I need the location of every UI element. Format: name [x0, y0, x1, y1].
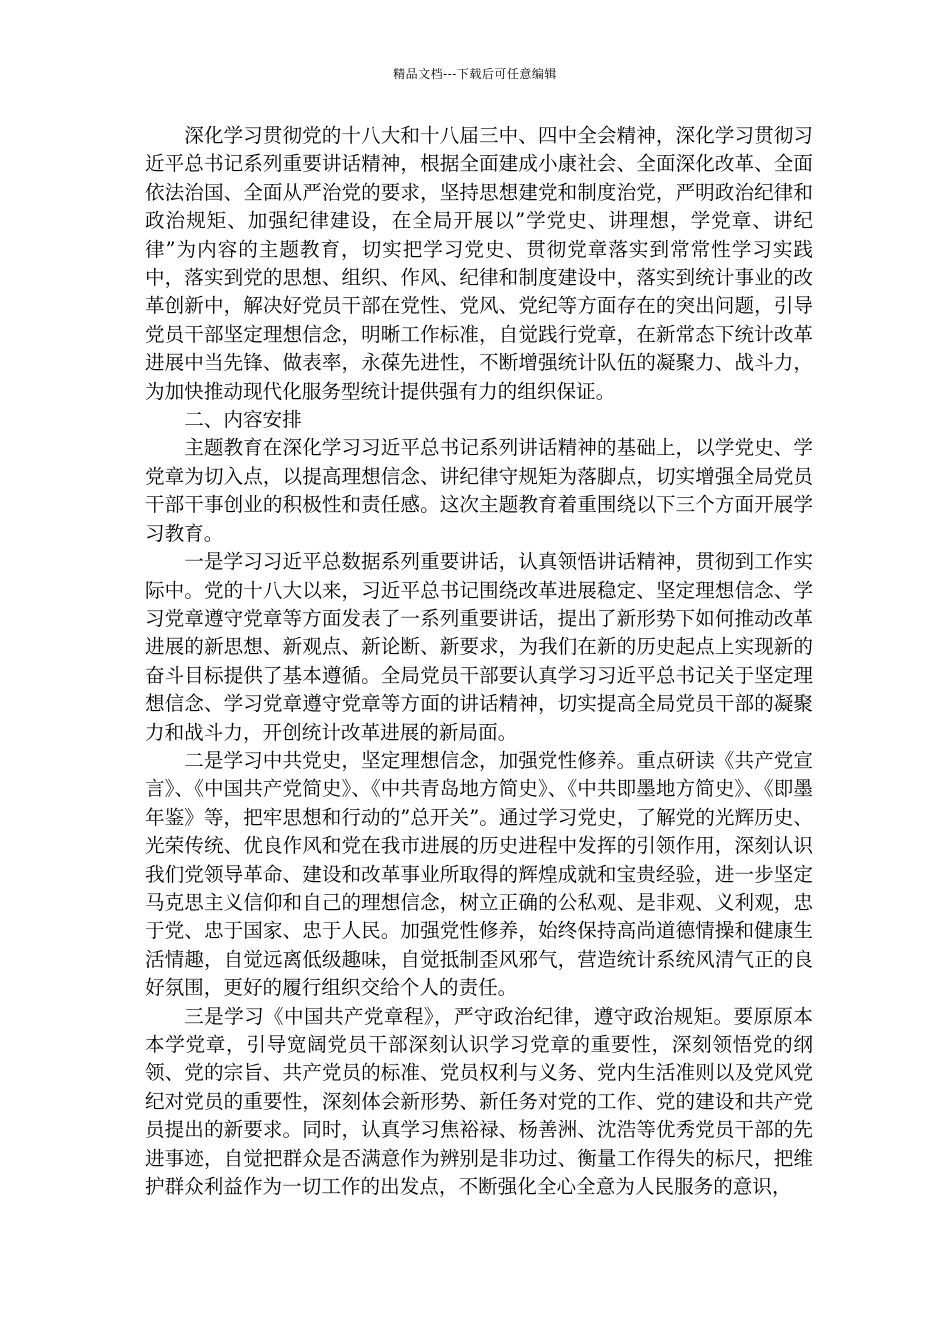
paragraph-point-three: 三是学习《中国共产党章程》，严守政治纪律，遵守政治规矩。要原原本本学党章，引导宽阔党员干部深刻认识学习党章的重要性，深刻领悟党的纲领、党的宗旨、共产党员的标准、党员权利与义务、党内生活准则以及党风党纪对党员的重要性，深刻体会新形势、新任务对党的工作、党的建设和共产党员提出的新要求。同时，认真学习焦裕禄、杨善洲、沈浩等优秀党员干部的先进事迹，自觉把群众是否满意作为辨别是非功过、衡量工作得失的标尺，把维护群众利益作为一切工作的出发点，不断强化全心全意为人民服务的意识， — [145, 1004, 813, 1199]
paragraph-theme-education: 主题教育在深化学习习近平总书记系列讲话精神的基础上，以学党史、学党章为切入点，以提高理想信念、讲纪律守规矩为落脚点，切实增强全局党员干部干事创业的积极性和责任感。这次主题教育着重围绕以下三个方面开展学习教育。 — [145, 436, 813, 545]
section-heading-content-arrangement: 二、内容安排 — [184, 408, 302, 432]
paragraph-point-one: 一是学习习近平总数据系列重要讲话，认真领悟讲话精神，贯彻到工作实际中。党的十八大以来，习近平总书记围绕改革进展稳定、坚定理想信念、学习党章遵守党章等方面发表了一系列重要讲话，提出了新形势下如何推动改革进展的新思想、新观点、新论断、新要求，为我们在新的历史起点上实现新的奋斗目标提供了基本遵循。全局党员干部要认真学习习近平总书记关于坚定理想信念、学习党章遵守党章等方面的讲话精神，切实提高全局党员干部的凝聚力和战斗力，开创统计改革进展的新局面。 — [145, 550, 813, 744]
document-body — [145, 122, 813, 1201]
paragraph-intro: 深化学习贯彻党的十八大和十八届三中、四中全会精神，深化学习贯彻习近平总书记系列重要讲话精神，根据全面建成小康社会、全面深化改革、全面依法治国、全面从严治党的要求，坚持思想建党和制度治党，严明政治纪律和政治规矩、加强纪律建设，在全局开展以”学党史、讲理想，学党章、讲纪律”为内容的主题教育，切实把学习党史、贯彻党章落实到常常性学习实践中，落实到党的思想、组织、作风、纪律和制度建设中，落实到统计事业的改革创新中，解决好党员干部在党性、党风、党纪等方面存在的突出问题，引导党员干部坚定理想信念，明晰工作标准，自觉践行党章，在新常态下统计改革进展中当先锋、做表率，永葆先进性，不断增强统计队伍的凝聚力、战斗力，为加快推动现代化服务型统计提供强有力的组织保证。 — [145, 124, 813, 403]
page-header: 精品文档---下载后可任意编辑 — [393, 67, 557, 81]
paragraph-point-two: 二是学习中共党史，坚定理想信念，加强党性修养。重点研读《共产党宣言》、《中国共产党简史》、《中共青岛地方简史》、《中共即墨地方简史》、《即墨年鉴》等，把牢思想和行动的”总开关”。通过学习党史，了解党的光辉历史、光荣传统、优良作风和党在我市进展的历史进程中发挥的引领作用，深刻认识我们党领导革命、建设和改革事业所取得的辉煌成就和宝贵经验，进一步坚定马克思主义信仰和自己的理想信念，树立正确的公私观、是非观、义利观，忠于党、忠于国家、忠于人民。加强党性修养，始终保持高尚道德情操和健康生活情趣，自觉远离低级趣味，自觉抵制歪风邪气，营造统计系统风清气正的良好氛围，更好的履行组织交给个人的责任。 — [145, 748, 813, 1000]
